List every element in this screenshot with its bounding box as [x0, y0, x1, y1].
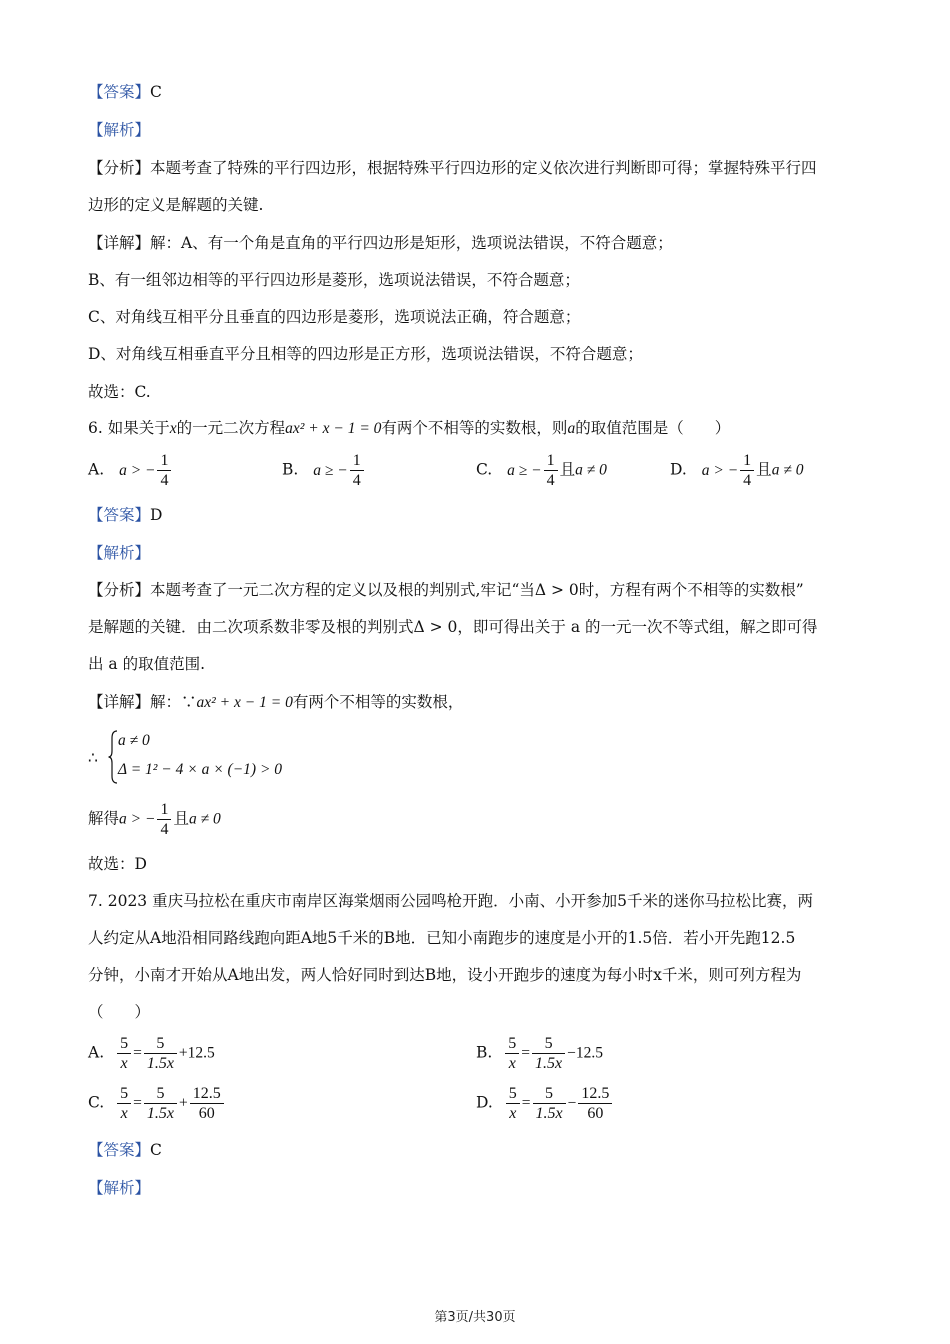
q6-option-a: A. a > − $\frac{1}{4}$	[88, 451, 173, 490]
q5-detail-d: D、对角线互相垂直平分且相等的四边形是正方形，选项说法错误，不符合题意；	[88, 345, 643, 363]
q7-option-d: D. $\frac{5}{x}$ = $\frac{5}{1.5x}$ − $\frac{12.5}{60}$	[476, 1084, 614, 1123]
q6-conclusion: 故选：D	[88, 855, 147, 873]
system-line2: Δ = 1² − 4 × a × (−1) > 0	[118, 761, 283, 778]
fraction: $\frac{5}{x}$	[117, 1084, 131, 1123]
left-brace-icon	[108, 730, 118, 784]
q5-detail-b: B、有一组邻边相等的平行四边形是菱形，选项说法错误，不符合题意；	[88, 271, 580, 289]
q7-option-b: B. $\frac{5}{x}$ = $\frac{5}{1.5x}$ −12.5	[476, 1035, 603, 1072]
q5-fenxi-line1: 【分析】本题考查了特殊的平行四边形，根据特殊平行四边形的定义依次进行判断即可得；掌握特殊平行四	[88, 159, 817, 177]
q5-conclusion: 故选：C.	[88, 383, 151, 401]
q6-stem: 6. 如果关于x的一元二次方程ax² + x − 1 = 0有两个不相等的实数根，则a的取值范围是（ ）	[88, 419, 731, 437]
fraction: $\frac{1}{4}$	[350, 451, 364, 490]
q5-detail-a: 【详解】解：A、有一个角是直角的平行四边形是矩形，选项说法错误，不符合题意；	[88, 234, 673, 252]
q7-option-a: A. $\frac{5}{x}$ = $\frac{5}{1.5x}$ +12.5	[88, 1035, 215, 1072]
q5-fenxi-line2: 边形的定义是解题的关键.	[88, 196, 264, 214]
q7-stem-line4: （ ）	[88, 1003, 151, 1021]
q6-answer-line: 【答案】D	[88, 506, 163, 524]
q7-stem-line3: 分钟，小南才开始从A地出发，两人恰好同时到达B地，设小开跑步的速度为每小时x千米，则可列方程为	[88, 966, 802, 984]
q5-analysis-tag: 【解析】	[88, 121, 151, 139]
q7-option-c: C. $\frac{5}{x}$ = $\frac{5}{1.5x}$ + $\frac{12.5}{60}$	[88, 1084, 226, 1123]
q6-fenxi-line3: 出 a 的取值范围.	[88, 655, 206, 673]
therefore-symbol: ∴	[88, 749, 98, 767]
q6-fenxi-line1: 【分析】本题考查了一元二次方程的定义以及根的判别式,牢记“当Δ > 0时，方程有两个不相等的实数根”	[88, 581, 804, 599]
fraction: $\frac{1}{4}$	[544, 451, 558, 490]
fraction: $\frac{1}{4}$	[157, 800, 171, 839]
q6-option-b: B. a ≥ − $\frac{1}{4}$	[282, 451, 366, 490]
q6-solution: 解得a > − $\frac{1}{4}$ 且a ≠ 0	[88, 801, 221, 838]
fraction: $\frac{12.5}{60}$	[190, 1084, 224, 1123]
q7-answer: C	[150, 1141, 162, 1159]
q6-equation: ax² + x − 1 = 0	[285, 420, 382, 437]
detail-tag: 【详解】	[88, 234, 151, 252]
q7-stem-line1: 7. 2023 重庆马拉松在重庆市南岸区海棠烟雨公园鸣枪开跑．小南、小开参加5千米的迷你马拉松比赛，两	[88, 892, 813, 910]
fraction: $\frac{12.5}{60}$	[578, 1084, 612, 1123]
system-line1: a ≠ 0	[118, 732, 150, 749]
q6-answer: D	[150, 506, 163, 524]
fraction: $\frac{5}{1.5x}$	[533, 1084, 566, 1123]
q6-fenxi-line2: 是解题的关键．由二次项系数非零及根的判别式Δ > 0，即可得出关于 a 的一元一次不等式组，解之即可得	[88, 618, 818, 636]
q6-option-d: D. a > − $\frac{1}{4}$ 且a ≠ 0	[670, 452, 804, 489]
fraction: $\frac{5}{1.5x}$	[144, 1084, 177, 1123]
q5-answer: C	[150, 83, 162, 101]
fraction: $\frac{1}{4}$	[740, 451, 754, 490]
q7-analysis-tag: 【解析】	[88, 1179, 151, 1197]
q6-option-c: C. a ≥ − $\frac{1}{4}$ 且a ≠ 0	[476, 452, 607, 489]
fraction: $\frac{5}{x}$	[506, 1084, 520, 1123]
answer-tag: 【答案】	[88, 83, 151, 101]
fraction: $\frac{5}{x}$	[505, 1034, 519, 1073]
fraction: $\frac{5}{1.5x}$	[532, 1034, 565, 1073]
q6-analysis-tag: 【解析】	[88, 544, 151, 562]
q5-answer-line	[88, 82, 162, 102]
q7-stem-line2: 人约定从A地沿相同路线跑向距A地5千米的B地．已知小南跑步的速度是小开的1.5倍．若小开先跑12.5	[88, 929, 796, 947]
fraction: $\frac{5}{1.5x}$	[144, 1034, 177, 1073]
fraction: $\frac{5}{x}$	[117, 1034, 131, 1073]
q6-detail-line: 【详解】解：∵ax² + x − 1 = 0有两个不相等的实数根，	[88, 693, 464, 711]
q7-answer-line: 【答案】C	[88, 1141, 162, 1159]
page-footer: 第3页/共30页	[434, 1310, 516, 1325]
q5-detail-c: C、对角线互相平分且垂直的四边形是菱形，选项说法正确，符合题意；	[88, 308, 581, 326]
fraction: $\frac{1}{4}$	[157, 451, 171, 490]
fenxi-tag: 【分析】	[88, 159, 151, 177]
